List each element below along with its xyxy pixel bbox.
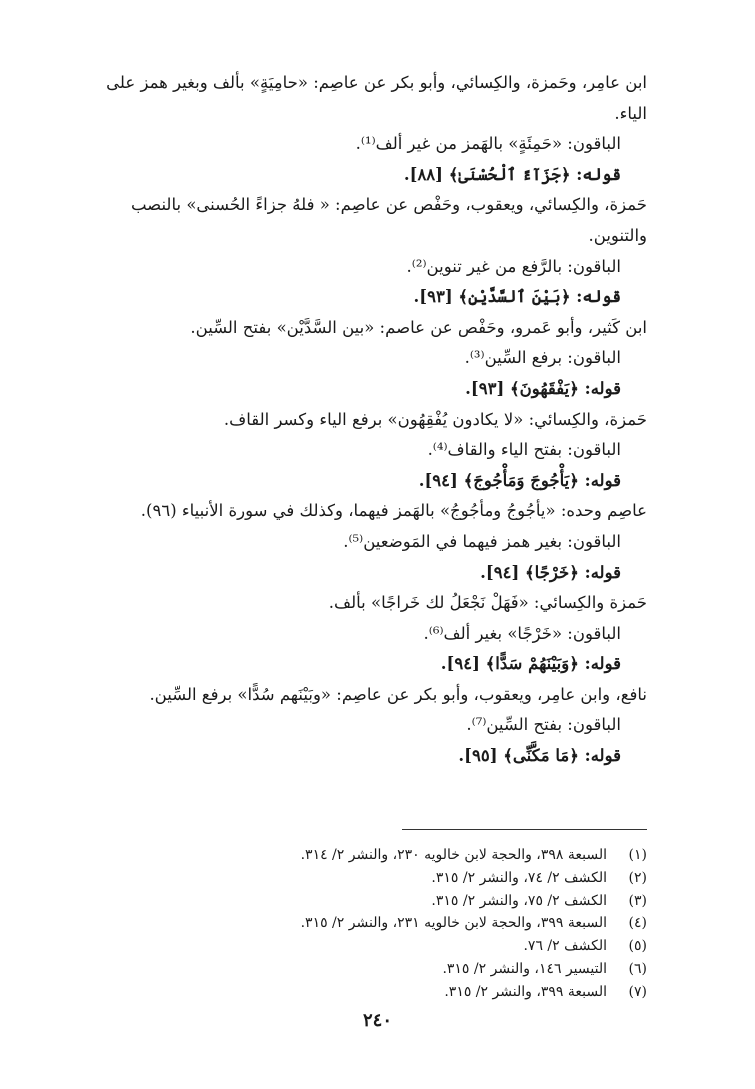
main-text [47, 68, 647, 772]
text-line: عاصِم وحده: «يأجُوجُ ومأجُوجُ» بالهَمز فيهما، وكذلك في سورة الأنبياء (٩٦). [140, 501, 647, 521]
verse-heading: قوله: ﴿مَا مَكَّنِّى﴾ [٩٥]. [458, 746, 621, 766]
verse-heading: قوله: ﴿خَرْجًا﴾ [٩٤]. [480, 562, 621, 582]
footnote-text: الكشف ٢/ ٧٥، والنشر ٢/ ٣١٥. [431, 892, 607, 909]
footnote [177, 890, 647, 913]
footnote-divider [402, 829, 647, 830]
footnote [177, 935, 647, 958]
text-line: الباقون: بفتح السِّين⁽⁷⁾. [466, 715, 621, 735]
footnote-text: السبعة ٣٩٩، والحجة لابن خالويه ٢٣١، والنشر ٢/ ٣١٥. [300, 915, 607, 932]
text-line: الباقون: برفع السِّين⁽³⁾. [464, 348, 621, 368]
footnote [177, 844, 647, 867]
text-line: الياء. [614, 103, 647, 123]
footnote-text: الكشف ٢/ ٧٦. [523, 938, 607, 955]
footnote-number: (١) [628, 847, 647, 863]
text-line: ابن كَثير، وأبو عَمرو، وحَفْص عن عاصم: «بين السَّدَّيْن» بفتح السِّين. [190, 317, 647, 337]
verse-heading: قوله: ﴿يَفْقَهُونَ﴾ [٩٣]. [465, 378, 621, 398]
footnote-number: (٤) [628, 915, 647, 932]
footnote [177, 981, 647, 1004]
text-line: نافع، وابن عامِر، ويعقوب، وأبو بكر عن عاصِم: «وبَيْنَهم سُدًّا» برفع السِّين. [149, 684, 647, 704]
text-line: الباقون: بغير همز فيهما في المَوضعين⁽⁵⁾. [343, 531, 621, 551]
footnote-number: (٧) [628, 983, 647, 1000]
text-line: الباقون: «خَرْجًا» بغير ألف⁽⁶⁾. [423, 623, 621, 643]
verse-heading: قوله: ﴿جَزَآءً ٱلْحُسْنَىٰ﴾ [٨٨]. [403, 164, 621, 184]
footnote-text: السبعة ٣٩٨، والحجة لابن خالويه ٢٣٠، والنشر ٢/ ٣١٤. [300, 847, 607, 863]
text-line: حَمزة، والكِسائي: «لا يكادون يُفْقِهُون» برفع الياء وكسر القاف. [223, 409, 647, 429]
footnote [177, 867, 647, 890]
text-line: والتنوين. [588, 225, 647, 245]
footnote-number: (٥) [628, 938, 647, 955]
text-line: الباقون: بفتح الياء والقاف⁽⁴⁾. [427, 440, 621, 460]
footnote-number: (٦) [628, 960, 647, 977]
page-number: ٢٤٠ [362, 1010, 392, 1031]
footnote-text: السبعة ٣٩٩، والنشر ٢/ ٣١٥. [444, 983, 607, 1000]
footnote [177, 958, 647, 981]
verse-heading: قوله: ﴿بَيْنَ ٱلسَّدَّيْنِ﴾ [٩٣]. [413, 287, 621, 307]
footnote-number: (٢) [628, 869, 647, 886]
text-line: حَمزة والكِسائي: «فَهَلْ نَجْعَلُ لك خَراجًا» بألف. [328, 593, 647, 613]
verse-heading: قوله: ﴿وَبَيْنَهُمْ سَدًّا﴾ [٩٤]. [440, 654, 621, 674]
footnote-text: الكشف ٢/ ٧٤، والنشر ٢/ ٣١٥. [431, 869, 607, 886]
footnote [177, 912, 647, 935]
footnotes [177, 844, 647, 1004]
verse-heading: قوله: ﴿يَأْجُوجَ وَمَأْجُوجَ﴾ [٩٤]. [418, 470, 621, 490]
text-line: ابن عامِر، وحَمزة، والكِسائي، وأبو بكر عن عاصِم: «حامِيَةٍ» بألف وبغير همز على [106, 73, 647, 92]
footnote-number: (٣) [628, 892, 647, 909]
text-line: الباقون: بالرَّفع من غير تنوين⁽²⁾. [406, 256, 621, 276]
text-line: الباقون: «حَمِئَةٍ» بالهَمز من غير ألف⁽¹⁾. [355, 134, 621, 154]
footnote-text: التيسير ١٤٦، والنشر ٢/ ٣١٥. [442, 960, 607, 977]
text-line: حَمزة، والكِسائي، ويعقوب، وحَفْص عن عاصِم: « فلهُ جزاءً الحُسنى» بالنصب [130, 195, 647, 215]
